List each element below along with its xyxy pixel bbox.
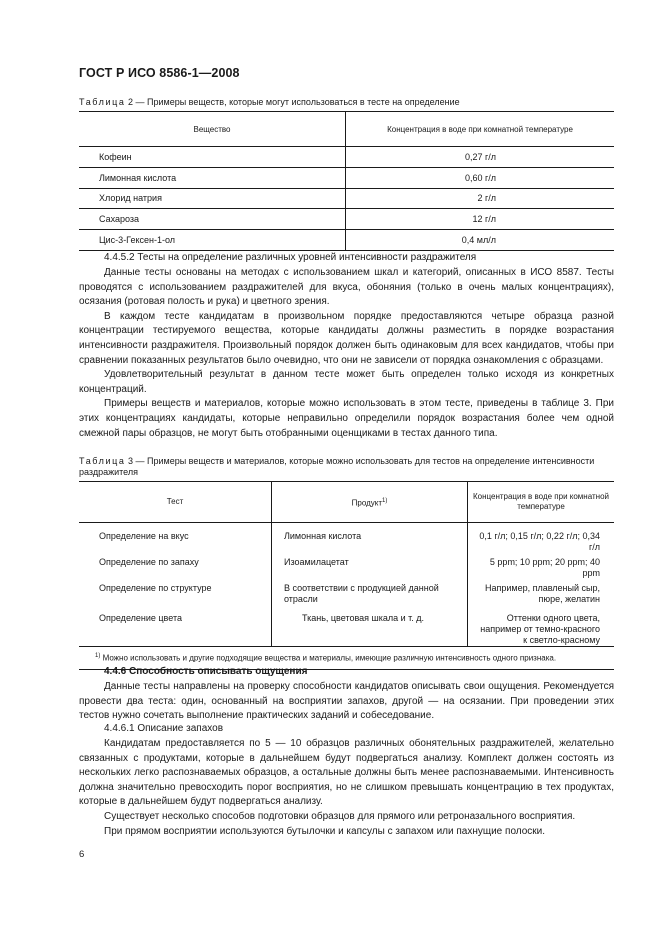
table2-cell-concentration: 2 г/л [346, 188, 615, 209]
table3-cell-concentration: Оттенки одного цвета, например от темно-красного к светло-красному [468, 609, 615, 647]
table2-cell-concentration: 0,60 г/л [346, 167, 615, 188]
table-row [79, 553, 614, 579]
section-446-body [79, 680, 614, 724]
table3-cell-product: Ткань, цветовая шкала и т. д. [272, 609, 468, 647]
table-row [79, 188, 614, 209]
table2-header-substance: Вещество [79, 112, 346, 147]
footnote-mark: 1) [95, 653, 101, 659]
table3-caption-text: 3 — Примеры веществ и материалов, которые можно использовать для тестов на определение интенсивности раздражителя [79, 456, 595, 477]
table-row [79, 147, 614, 168]
paragraph: В каждом тесте кандидатам в произвольном порядке предоставляются четыре образца разной концентрации тестируемого вещества, которые кандидаты должны разместить в порядке возрастания интенсивности раздражителя. Произвольный порядок должен быть одинаковым для всех кандидатов, чтобы при сравнении показанных результатов было очевидно, что они не зависели от порядка ознакомления с образцами. [79, 310, 614, 366]
paragraph: Удовлетворительный результат в данном тесте может быть определен только исходя из конкретных концентраций. [79, 369, 614, 395]
table-row [79, 230, 614, 251]
table2-cell-concentration: 12 г/л [346, 209, 615, 230]
table2-cell-substance: Цис-3-Гексен-1-ол [79, 230, 346, 251]
table2-cell-concentration: 0,4 мл/л [346, 230, 615, 251]
table2-cell-substance: Сахароза [79, 209, 346, 230]
table2-caption [79, 97, 615, 108]
table2-header-row [79, 112, 614, 147]
table-row [79, 523, 614, 554]
table-row [79, 579, 614, 609]
paragraph: Данные тесты направлены на проверку способности кандидатов описывать свои ощущения. Рекомендуется провести два теста: один, основанный на восприятии запахов, другой — на осязании. При проведении этих тестов нужно сочетать выполнение практических заданий и собеседование. [79, 681, 614, 722]
footnote-ref: 1) [382, 497, 388, 504]
table3-cell-concentration: 0,1 г/л; 0,15 г/л; 0,22 г/л; 0,34 г/л [479, 531, 600, 552]
section-4452-body [79, 266, 614, 441]
section-4461-body [79, 737, 614, 839]
table3-caption [79, 456, 615, 478]
table3-header-product [272, 482, 468, 523]
table3-cell-concentration: 5 ppm; 10 ppm; 20 ppm; 40 ppm [489, 557, 600, 578]
table3-cell-product: В соответствии с продукцией данной отрасли [272, 579, 468, 609]
table3-cell-product: Лимонная кислота [272, 523, 468, 554]
table2-cell-substance: Лимонная кислота [79, 167, 346, 188]
table3-cell-test: Определение цвета [79, 609, 272, 647]
table-row [79, 167, 614, 188]
table2-caption-text: 2 — Примеры веществ, которые могут использоваться в тесте на определение [125, 97, 460, 107]
table2-caption-label: Таблица [79, 97, 126, 107]
table3-cell-concentration: Например, плавленый сыр, пюре, желатин [484, 583, 600, 604]
table2-cell-substance: Хлорид натрия [79, 188, 346, 209]
table3-cell-test: Определение по запаху [79, 553, 272, 579]
table-row [79, 209, 614, 230]
table3-header-test: Тест [79, 482, 272, 523]
table-row [79, 609, 614, 647]
page-number: 6 [79, 849, 85, 860]
section-4461-title: 4.4.6.1 Описание запахов [104, 723, 224, 734]
paragraph: Примеры веществ и материалов, которые можно использовать в этом тесте, приведены в таблице 3. При этих концентрациях кандидаты, которые неправильно определили порядок возрастания более чем одной смежной пары образцов, не могут быть отобранными оценщиками в тестах данного типа. [79, 398, 614, 439]
table3-header-product-text: Продукт [351, 498, 383, 508]
table2 [79, 111, 614, 251]
table3-cell-test: Определение на вкус [79, 523, 272, 554]
document-header: ГОСТ Р ИСО 8586-1—2008 [79, 66, 240, 80]
table3-cell-product: Изоамилацетат [272, 553, 468, 579]
table3 [79, 481, 614, 670]
section-446-title: 4.4.6 Способность описывать ощущения [104, 666, 308, 677]
table3-cell-test: Определение по структуре [79, 579, 272, 609]
table2-header-concentration: Концентрация в воде при комнатной температуре [346, 112, 615, 147]
paragraph: Данные тесты основаны на методах с использованием шкал и категорий, описанных в ИСО 8587. Тесты проводятся с использованием раздражителей для вкуса, обоняния (только в очень малых концентрациях), осязания (ротовая полость и рука) и цветного зрения. [79, 267, 614, 308]
paragraph: Кандидатам предоставляется по 5 — 10 образцов различных обонятельных раздражителей, желательно связанных с продуктами, которые в дальнейшем будут подвергаться анализу. Комплект должен состоять из нескольких легко распознаваемых образцов, а остальные должны быть менее распознаваемыми. Интенсивность должна значительно превосходить порог восприятия, но не слишком превышать концентрацию в тех продуктах, которые в дальнейшем будут подвергаться анализу. [79, 738, 614, 808]
section-4452-title: 4.4.5.2 Тесты на определение различных уровней интенсивности раздражителя [104, 252, 477, 263]
paragraph: При прямом восприятии используются бутылочки и капсулы с запахом или пахнущие полоски. [104, 825, 546, 837]
table3-caption-label: Таблица [79, 456, 126, 466]
table3-header-row [79, 482, 614, 523]
table2-cell-concentration: 0,27 г/л [346, 147, 615, 168]
table2-cell-substance: Кофеин [79, 147, 346, 168]
table3-header-concentration: Концентрация в воде при комнатной температуре [468, 482, 615, 523]
paragraph: Существует несколько способов подготовки образцов для прямого или ретроназального восприятия. [104, 810, 576, 822]
footnote-text: Можно использовать и другие подходящие вещества и материалы, имеющие различную интенсивность одного признака. [100, 653, 557, 663]
